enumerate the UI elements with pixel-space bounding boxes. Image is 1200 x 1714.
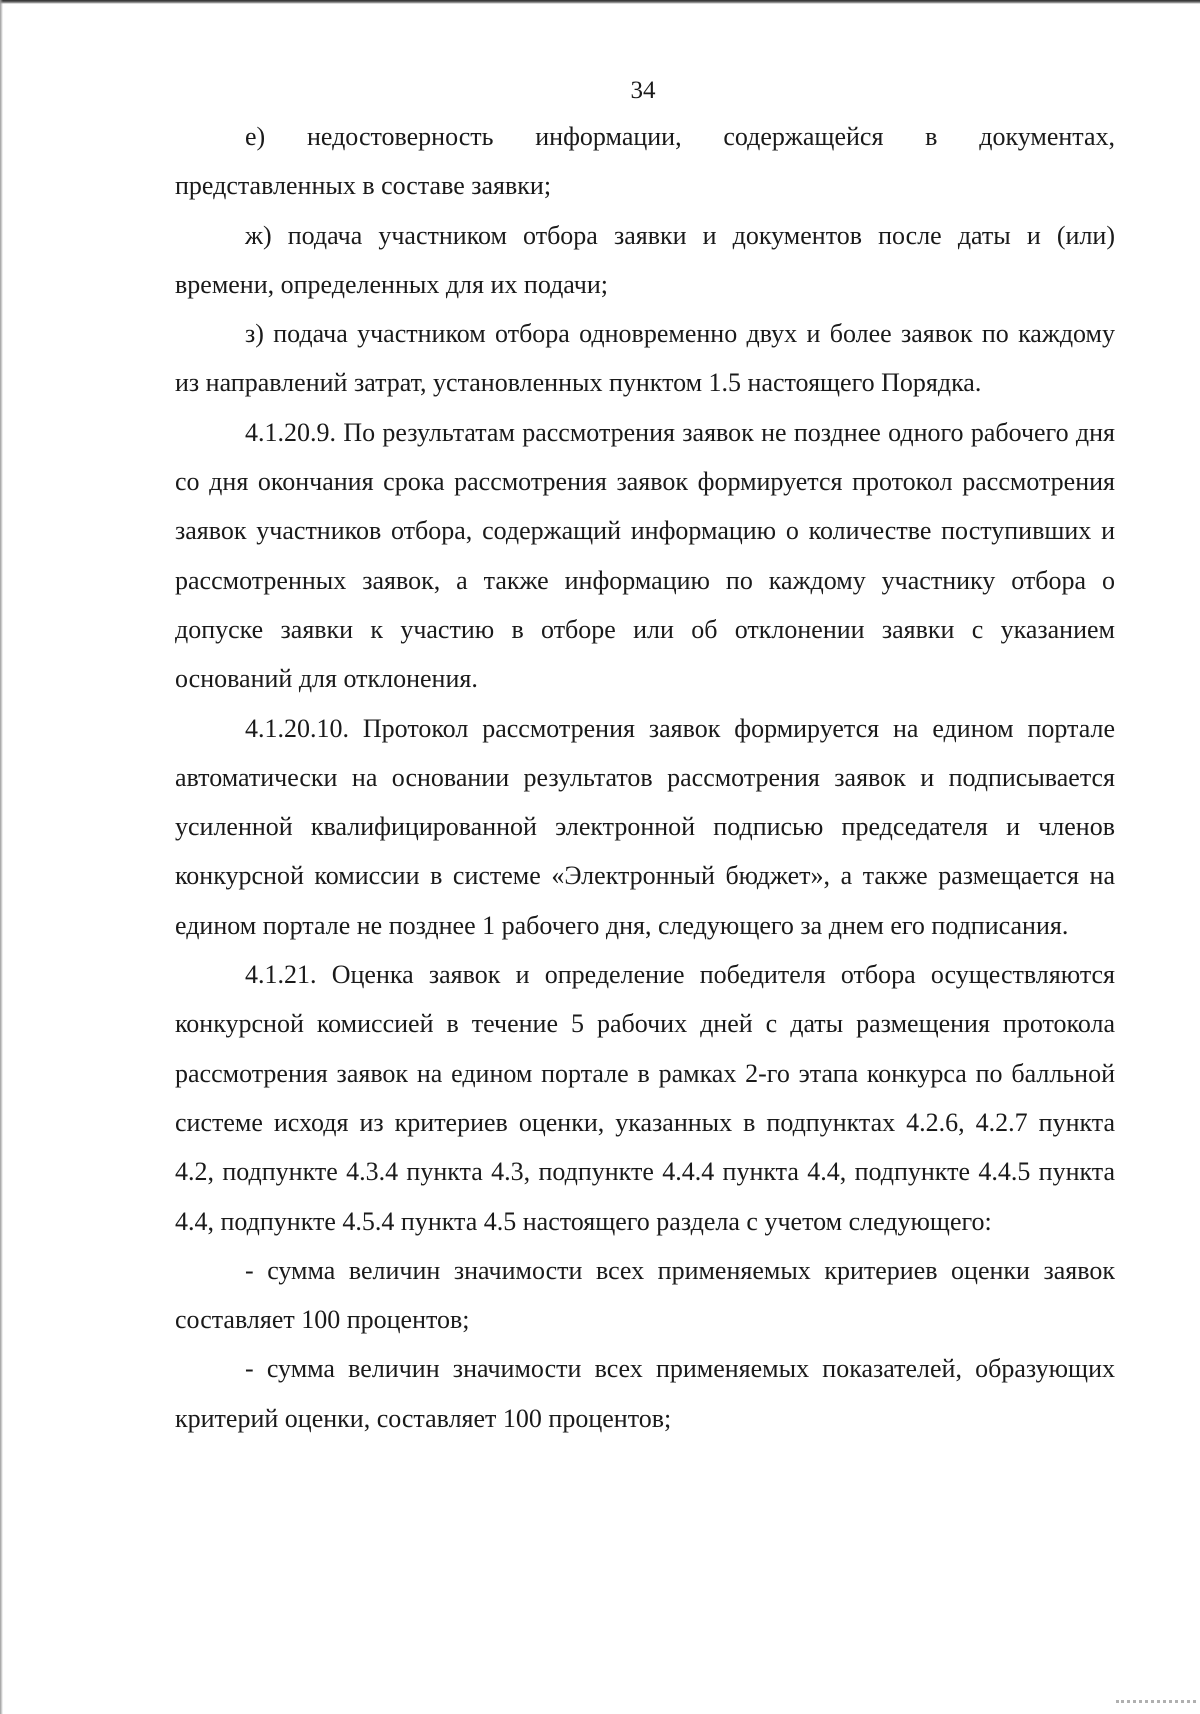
paragraph-4-1-20-9: 4.1.20.9. По результатам рассмотрения заявок не позднее одного рабочего дня со дня окончания срока рассмотрения заявок формируется протокол рассмотрения заявок участников отбора, содержащий информацию о количестве поступивших и рассмотренных заявок, а также информацию по каждому участнику отбора о допуске заявки к участию в отборе или об отклонении заявки с указанием оснований для отклонения. [175,417,1115,694]
scan-artifact [1116,1700,1196,1707]
scan-top-edge [0,0,1200,4]
paragraph-criteria-sum: - сумма величин значимости всех применяемых критериев оценки заявок составляет 100 процентов; [175,1255,1115,1335]
paragraph-item-e: е) недостоверность информации, содержащейся в документах, представленных в составе заявки; [175,122,1115,201]
page-number: 34 [630,77,656,104]
paragraph-item-z: з) подача участником отбора одновременно двух и более заявок по каждому из направлений затрат, установленных пунктом 1.5 настоящего Порядка. [175,319,1115,398]
paragraph-item-zh: ж) подача участником отбора заявки и документов после даты и (или) времени, определенных для их подачи; [175,220,1115,299]
paragraph-4-1-20-10: 4.1.20.10. Протокол рассмотрения заявок формируется на едином портале автоматически на основании результатов рассмотрения заявок и подписывается усиленной квалифицированной электронной подписью председателя и членов конкурсной комиссии в системе «Электронный бюджет», а также размещается на едином портале не позднее 1 рабочего дня, следующего за днем его подписания. [175,713,1115,940]
document-body [175,112,1115,1443]
paragraph-4-1-21: 4.1.21. Оценка заявок и определение победителя отбора осуществляются конкурсной комиссией в течение 5 рабочих дней с даты размещения протокола рассмотрения заявок на едином портале в рамках 2-го этапа конкурса по балльной системе исходя из критериев оценки, указанных в подпунктах 4.2.6, 4.2.7 пункта 4.2, подпункте 4.3.4 пункта 4.3, подпункте 4.4.4 пункта 4.4, подпункте 4.4.5 пункта 4.4, подпункте 4.5.4 пункта 4.5 настоящего раздела с учетом следующего: [175,960,1115,1236]
paragraph-indicators-sum: - сумма величин значимости всех применяемых показателей, образующих критерий оценки, составляет 100 процентов; [175,1354,1115,1433]
scan-left-edge [0,0,3,1714]
